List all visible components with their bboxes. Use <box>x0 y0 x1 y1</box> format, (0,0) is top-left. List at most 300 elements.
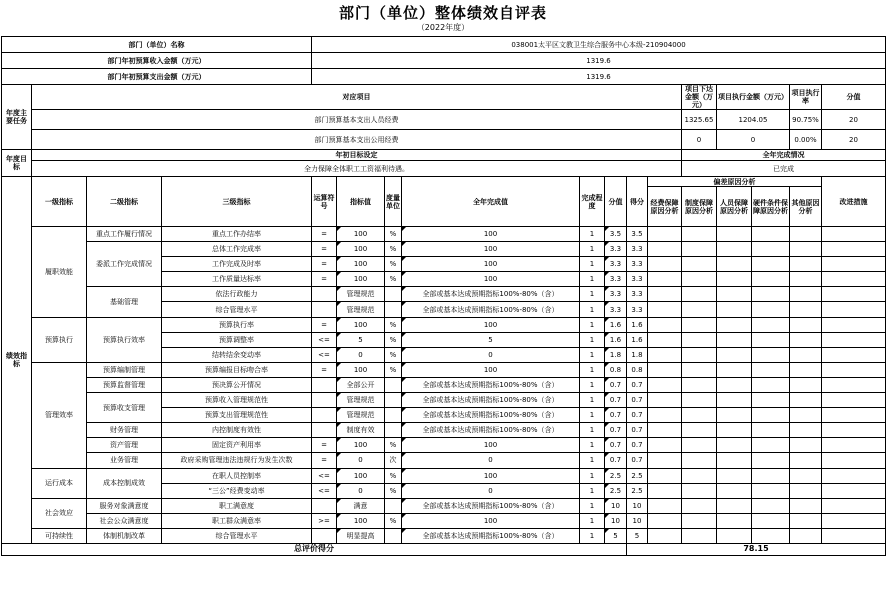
tasks-header-budget: 项目下达金额（万元） <box>682 85 717 110</box>
tasks-header-rate: 项目执行率 <box>790 85 822 110</box>
header-measures: 改进措施 <box>822 177 886 227</box>
empty-cell <box>648 408 682 423</box>
empty-cell <box>790 498 822 513</box>
score-cell: 5 <box>627 528 648 543</box>
actual-cell: 0 <box>402 453 580 468</box>
goal-status: 已完成 <box>682 161 886 177</box>
budget-income-value: 1319.6 <box>312 53 886 69</box>
unit-cell: 次 <box>385 453 402 468</box>
info-row <box>2 37 886 53</box>
empty-cell <box>648 347 682 362</box>
completion-cell: 1 <box>580 513 605 528</box>
indicator-row <box>2 438 886 453</box>
empty-cell <box>822 498 886 513</box>
empty-cell <box>717 408 752 423</box>
weight-cell: 0.7 <box>605 393 627 408</box>
empty-cell <box>648 423 682 438</box>
level3-indicator: 职工满意度 <box>162 498 312 513</box>
target-cell: 100 <box>337 257 385 272</box>
operator-cell: = <box>312 362 337 377</box>
empty-cell <box>822 408 886 423</box>
empty-cell <box>752 272 790 287</box>
indicator-row <box>2 468 886 483</box>
empty-cell <box>790 468 822 483</box>
empty-cell <box>682 408 717 423</box>
actual-cell: 100 <box>402 272 580 287</box>
unit-cell: % <box>385 257 402 272</box>
empty-cell <box>822 317 886 332</box>
task-weight: 20 <box>822 130 886 150</box>
empty-cell <box>752 468 790 483</box>
weight-cell: 0.7 <box>605 408 627 423</box>
empty-cell <box>822 257 886 272</box>
task-executed: 0 <box>717 130 790 150</box>
target-cell: 管理规范 <box>337 408 385 423</box>
empty-cell <box>682 468 717 483</box>
operator-cell <box>312 408 337 423</box>
level3-indicator: 预算支出管理规范性 <box>162 408 312 423</box>
level2-indicator: 重点工作履行情况 <box>87 227 162 242</box>
empty-cell <box>822 362 886 377</box>
indicator-row <box>2 242 886 257</box>
level2-indicator: 体制机制改革 <box>87 528 162 543</box>
header-reason: 人员保障原因分析 <box>717 187 752 227</box>
tasks-header-row <box>2 85 886 110</box>
empty-cell <box>752 528 790 543</box>
actual-cell: 100 <box>402 468 580 483</box>
empty-cell <box>790 377 822 392</box>
actual-cell: 0 <box>402 347 580 362</box>
level3-indicator: 职工群众满意率 <box>162 513 312 528</box>
empty-cell <box>682 377 717 392</box>
empty-cell <box>822 332 886 347</box>
page-title: 部门（单位）整体绩效自评表 <box>338 4 547 22</box>
header-target: 指标值 <box>337 177 385 227</box>
goals-section-label: 年度目标 <box>2 150 32 177</box>
empty-cell <box>717 498 752 513</box>
header-actual: 全年完成值 <box>402 177 580 227</box>
empty-cell <box>822 528 886 543</box>
empty-cell <box>752 317 790 332</box>
task-row <box>2 130 886 150</box>
operator-cell: = <box>312 317 337 332</box>
indicator-row <box>2 498 886 513</box>
empty-cell <box>717 272 752 287</box>
unit-cell: % <box>385 513 402 528</box>
operator-cell: = <box>312 242 337 257</box>
weight-cell: 3.3 <box>605 302 627 317</box>
level3-indicator: 重点工作办结率 <box>162 227 312 242</box>
level3-indicator: 内控制度有效性 <box>162 423 312 438</box>
indicator-row <box>2 362 886 377</box>
header-reason: 经费保障原因分析 <box>648 187 682 227</box>
empty-cell <box>752 513 790 528</box>
weight-cell: 3.5 <box>605 227 627 242</box>
unit-cell <box>385 287 402 302</box>
weight-cell: 3.3 <box>605 272 627 287</box>
empty-cell <box>752 362 790 377</box>
completion-cell: 1 <box>580 332 605 347</box>
empty-cell <box>682 317 717 332</box>
level2-indicator: 成本控制成效 <box>87 468 162 498</box>
task-executed: 1204.05 <box>717 110 790 130</box>
budget-expense-value: 1319.6 <box>312 69 886 85</box>
level2-indicator: 委派工作完成情况 <box>87 242 162 287</box>
empty-cell <box>790 302 822 317</box>
tasks-header-item: 对应项目 <box>32 85 682 110</box>
level3-indicator: 预算调整率 <box>162 332 312 347</box>
target-cell: 管理规范 <box>337 302 385 317</box>
unit-cell <box>385 377 402 392</box>
goals-header-row <box>2 150 886 161</box>
header-level1: 一级指标 <box>32 177 87 227</box>
operator-cell <box>312 302 337 317</box>
score-cell: 0.8 <box>627 362 648 377</box>
empty-cell <box>752 287 790 302</box>
header-weight: 分值 <box>605 177 627 227</box>
completion-cell: 1 <box>580 377 605 392</box>
actual-cell: 0 <box>402 483 580 498</box>
empty-cell <box>752 332 790 347</box>
goals-header-status: 全年完成情况 <box>682 150 886 161</box>
completion-cell: 1 <box>580 393 605 408</box>
empty-cell <box>717 257 752 272</box>
actual-cell: 全部或基本达成预期指标100%-80%（含） <box>402 287 580 302</box>
empty-cell <box>682 393 717 408</box>
completion-cell: 1 <box>580 483 605 498</box>
empty-cell <box>717 227 752 242</box>
level3-indicator: 预算收入管理规范性 <box>162 393 312 408</box>
empty-cell <box>717 362 752 377</box>
empty-cell <box>682 332 717 347</box>
empty-cell <box>790 408 822 423</box>
empty-cell <box>822 483 886 498</box>
actual-cell: 全部或基本达成预期指标100%-80%（含） <box>402 423 580 438</box>
completion-cell: 1 <box>580 468 605 483</box>
completion-cell: 1 <box>580 242 605 257</box>
weight-cell: 10 <box>605 513 627 528</box>
empty-cell <box>790 393 822 408</box>
unit-name-value: 038001太平区文教卫生综合服务中心本级-210904000 <box>312 37 886 53</box>
header-deviation: 偏差原因分析 <box>648 177 822 187</box>
level3-indicator: 预算编报目标吻合率 <box>162 362 312 377</box>
unit-cell: % <box>385 317 402 332</box>
empty-cell <box>752 423 790 438</box>
score-cell: 0.7 <box>627 423 648 438</box>
actual-cell: 100 <box>402 227 580 242</box>
level1-indicator: 运行成本 <box>32 468 87 498</box>
empty-cell <box>790 227 822 242</box>
actual-cell: 全部或基本达成预期指标100%-80%（含） <box>402 302 580 317</box>
empty-cell <box>648 498 682 513</box>
actual-cell: 全部或基本达成预期指标100%-80%（含） <box>402 498 580 513</box>
empty-cell <box>717 332 752 347</box>
unit-cell: % <box>385 242 402 257</box>
empty-cell <box>752 257 790 272</box>
empty-cell <box>752 438 790 453</box>
score-cell: 3.5 <box>627 227 648 242</box>
empty-cell <box>717 513 752 528</box>
empty-cell <box>717 453 752 468</box>
unit-name-label: 部门（单位）名称 <box>2 37 312 53</box>
empty-cell <box>682 362 717 377</box>
empty-cell <box>648 393 682 408</box>
level2-indicator: 财务管理 <box>87 423 162 438</box>
score-cell: 3.3 <box>627 257 648 272</box>
indicator-row <box>2 287 886 302</box>
operator-cell: <= <box>312 468 337 483</box>
page-subtitle: （2022年度） <box>416 23 470 32</box>
goals-row <box>2 161 886 177</box>
unit-cell <box>385 528 402 543</box>
weight-cell: 1.8 <box>605 347 627 362</box>
actual-cell: 5 <box>402 332 580 347</box>
empty-cell <box>682 242 717 257</box>
weight-cell: 10 <box>605 498 627 513</box>
completion-cell: 1 <box>580 287 605 302</box>
empty-cell <box>752 302 790 317</box>
level3-indicator: 预算执行率 <box>162 317 312 332</box>
actual-cell: 全部或基本达成预期指标100%-80%（含） <box>402 528 580 543</box>
level3-indicator: 结转结余变动率 <box>162 347 312 362</box>
target-cell: 0 <box>337 483 385 498</box>
score-cell: 3.3 <box>627 302 648 317</box>
actual-cell: 全部或基本达成预期指标100%-80%（含） <box>402 393 580 408</box>
level3-indicator: 固定资产利用率 <box>162 438 312 453</box>
empty-cell <box>682 453 717 468</box>
empty-cell <box>790 317 822 332</box>
operator-cell: = <box>312 227 337 242</box>
level2-indicator: 预算执行效率 <box>87 317 162 362</box>
header-level2: 二级指标 <box>87 177 162 227</box>
task-budget: 0 <box>682 130 717 150</box>
empty-cell <box>790 272 822 287</box>
completion-cell: 1 <box>580 453 605 468</box>
level3-indicator: “三公”经费变动率 <box>162 483 312 498</box>
total-row <box>2 543 886 555</box>
empty-cell <box>822 423 886 438</box>
empty-cell <box>752 377 790 392</box>
empty-cell <box>752 453 790 468</box>
score-cell: 0.7 <box>627 453 648 468</box>
target-cell: 100 <box>337 468 385 483</box>
empty-cell <box>822 227 886 242</box>
empty-cell <box>790 513 822 528</box>
empty-cell <box>752 242 790 257</box>
unit-cell <box>385 498 402 513</box>
level3-indicator: 工作完成及时率 <box>162 257 312 272</box>
empty-cell <box>648 272 682 287</box>
total-score: 78.15 <box>627 543 886 555</box>
empty-cell <box>682 498 717 513</box>
operator-cell: <= <box>312 347 337 362</box>
empty-cell <box>648 227 682 242</box>
weight-cell: 0.7 <box>605 453 627 468</box>
level3-indicator: 综合管理水平 <box>162 528 312 543</box>
empty-cell <box>717 287 752 302</box>
header-completion: 完成程度 <box>580 177 605 227</box>
empty-cell <box>822 287 886 302</box>
level2-indicator: 预算收支管理 <box>87 393 162 423</box>
target-cell: 100 <box>337 227 385 242</box>
empty-cell <box>752 227 790 242</box>
operator-cell: = <box>312 257 337 272</box>
empty-cell <box>790 438 822 453</box>
unit-cell: % <box>385 332 402 347</box>
empty-cell <box>717 302 752 317</box>
weight-cell: 2.5 <box>605 483 627 498</box>
indicator-row <box>2 528 886 543</box>
header-reason: 硬件条件保障原因分析 <box>752 187 790 227</box>
completion-cell: 1 <box>580 408 605 423</box>
weight-cell: 2.5 <box>605 468 627 483</box>
goals-header-goal: 年初目标设定 <box>32 150 682 161</box>
empty-cell <box>648 528 682 543</box>
task-rate: 0.00% <box>790 130 822 150</box>
level1-indicator: 履职效能 <box>32 227 87 318</box>
completion-cell: 1 <box>580 498 605 513</box>
empty-cell <box>822 242 886 257</box>
level2-indicator: 资产管理 <box>87 438 162 453</box>
completion-cell: 1 <box>580 362 605 377</box>
completion-cell: 1 <box>580 302 605 317</box>
operator-cell: = <box>312 272 337 287</box>
target-cell: 100 <box>337 513 385 528</box>
empty-cell <box>648 362 682 377</box>
empty-cell <box>790 423 822 438</box>
empty-cell <box>752 408 790 423</box>
score-cell: 1.8 <box>627 347 648 362</box>
empty-cell <box>648 317 682 332</box>
completion-cell: 1 <box>580 438 605 453</box>
unit-cell <box>385 408 402 423</box>
unit-cell <box>385 393 402 408</box>
actual-cell: 100 <box>402 242 580 257</box>
level2-indicator: 预算编制管理 <box>87 362 162 377</box>
target-cell: 5 <box>337 332 385 347</box>
weight-cell: 0.8 <box>605 362 627 377</box>
task-row <box>2 110 886 130</box>
unit-cell: % <box>385 227 402 242</box>
actual-cell: 全部或基本达成预期指标100%-80%（含） <box>402 408 580 423</box>
level2-indicator: 业务管理 <box>87 453 162 468</box>
empty-cell <box>648 287 682 302</box>
target-cell: 制度有效 <box>337 423 385 438</box>
empty-cell <box>822 393 886 408</box>
operator-cell <box>312 287 337 302</box>
weight-cell: 1.6 <box>605 317 627 332</box>
evaluation-table <box>1 36 886 556</box>
empty-cell <box>648 513 682 528</box>
budget-expense-label: 部门年初预算支出金额（万元） <box>2 69 312 85</box>
empty-cell <box>822 438 886 453</box>
weight-cell: 5 <box>605 528 627 543</box>
operator-cell: = <box>312 453 337 468</box>
indicator-row <box>2 393 886 408</box>
empty-cell <box>790 242 822 257</box>
empty-cell <box>648 483 682 498</box>
score-cell: 10 <box>627 498 648 513</box>
level1-indicator: 社会效应 <box>32 498 87 528</box>
level2-indicator: 基础管理 <box>87 287 162 317</box>
empty-cell <box>648 332 682 347</box>
empty-cell <box>682 272 717 287</box>
target-cell: 管理规范 <box>337 393 385 408</box>
level3-indicator: 在职人员控制率 <box>162 468 312 483</box>
level2-indicator: 预算监督管理 <box>87 377 162 392</box>
weight-cell: 0.7 <box>605 423 627 438</box>
level3-indicator: 工作质量达标率 <box>162 272 312 287</box>
empty-cell <box>717 438 752 453</box>
target-cell: 100 <box>337 438 385 453</box>
empty-cell <box>752 347 790 362</box>
indicator-header-row <box>2 177 886 187</box>
score-cell: 0.7 <box>627 377 648 392</box>
level3-indicator: 依法行政能力 <box>162 287 312 302</box>
operator-cell <box>312 377 337 392</box>
empty-cell <box>790 287 822 302</box>
task-rate: 90.75% <box>790 110 822 130</box>
empty-cell <box>682 438 717 453</box>
empty-cell <box>790 528 822 543</box>
empty-cell <box>790 332 822 347</box>
unit-cell <box>385 302 402 317</box>
target-cell: 管理规范 <box>337 287 385 302</box>
empty-cell <box>682 302 717 317</box>
empty-cell <box>790 347 822 362</box>
completion-cell: 1 <box>580 528 605 543</box>
header-reason: 制度保障原因分析 <box>682 187 717 227</box>
empty-cell <box>717 423 752 438</box>
score-cell: 0.7 <box>627 408 648 423</box>
tasks-header-executed: 项目执行金额（万元） <box>717 85 790 110</box>
task-weight: 20 <box>822 110 886 130</box>
empty-cell <box>822 302 886 317</box>
task-item: 部门预算基本支出人员经费 <box>32 110 682 130</box>
weight-cell: 3.3 <box>605 257 627 272</box>
empty-cell <box>648 468 682 483</box>
table-body <box>2 37 886 556</box>
unit-cell: % <box>385 483 402 498</box>
empty-cell <box>717 377 752 392</box>
score-cell: 1.6 <box>627 317 648 332</box>
level1-indicator: 预算执行 <box>32 317 87 362</box>
score-cell: 1.6 <box>627 332 648 347</box>
empty-cell <box>822 347 886 362</box>
empty-cell <box>682 483 717 498</box>
weight-cell: 0.7 <box>605 438 627 453</box>
completion-cell: 1 <box>580 423 605 438</box>
score-cell: 0.7 <box>627 393 648 408</box>
unit-cell: % <box>385 468 402 483</box>
empty-cell <box>682 287 717 302</box>
empty-cell <box>790 483 822 498</box>
unit-cell: % <box>385 272 402 287</box>
header-reason: 其他原因分析 <box>790 187 822 227</box>
empty-cell <box>717 483 752 498</box>
empty-cell <box>822 272 886 287</box>
completion-cell: 1 <box>580 257 605 272</box>
indicator-row <box>2 513 886 528</box>
empty-cell <box>752 483 790 498</box>
actual-cell: 100 <box>402 257 580 272</box>
operator-cell <box>312 498 337 513</box>
completion-cell: 1 <box>580 347 605 362</box>
target-cell: 全部公开 <box>337 377 385 392</box>
actual-cell: 100 <box>402 317 580 332</box>
task-item: 部门预算基本支出公用经费 <box>32 130 682 150</box>
empty-cell <box>682 423 717 438</box>
